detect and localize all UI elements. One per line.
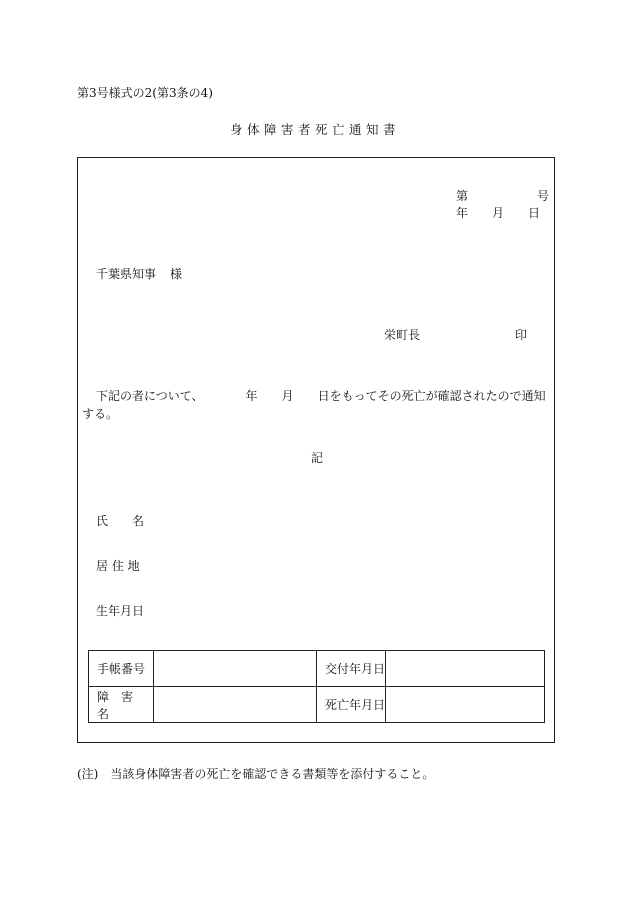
number-prefix: 第	[456, 189, 469, 203]
field-address-label: 居 住 地	[96, 559, 140, 573]
disability-name-cell	[154, 687, 317, 723]
footnote: (注) 当該身体障害者の死亡を確認できる書類等を添付すること。	[77, 767, 435, 781]
handbook-number-cell	[154, 651, 317, 687]
handbook-number-label: 手帳番号	[89, 651, 154, 687]
body-rest: 日をもってその死亡が確認されたので通知	[317, 389, 546, 403]
seal-mark: 印	[515, 328, 528, 342]
addressee-honorific: 様	[170, 267, 183, 281]
date-year: 年	[456, 206, 469, 220]
notice-body-line2: する。	[82, 407, 119, 421]
table-row	[89, 651, 545, 687]
document-date-line	[456, 207, 540, 219]
disability-name-label: 障 害 名	[89, 687, 154, 723]
death-date-label: 死亡年月日	[317, 687, 386, 723]
table-row	[89, 687, 545, 723]
ki-heading: 記	[311, 451, 324, 465]
info-table	[88, 650, 545, 723]
form-number-header: 第3号様式の2(第3条の4)	[77, 86, 213, 100]
field-name-label: 氏 名	[96, 514, 145, 528]
body-month: 月	[281, 389, 294, 403]
document-title: 身体障害者死亡通知書	[229, 122, 400, 137]
date-month: 月	[492, 206, 505, 220]
addressee-name: 千葉県知事	[96, 267, 157, 281]
field-birthdate-label: 生年月日	[96, 604, 145, 618]
number-suffix: 号	[537, 189, 550, 203]
body-intro: 下記の者について、	[96, 389, 204, 403]
issue-date-label: 交付年月日	[317, 651, 386, 687]
addressee	[96, 268, 182, 280]
issue-date-cell	[386, 651, 545, 687]
death-date-cell	[386, 687, 545, 723]
sender-name: 栄町長	[384, 328, 421, 342]
document-number-line	[456, 190, 549, 202]
notice-body-line1	[96, 390, 546, 402]
body-year: 年	[245, 389, 258, 403]
date-day: 日	[528, 206, 541, 220]
